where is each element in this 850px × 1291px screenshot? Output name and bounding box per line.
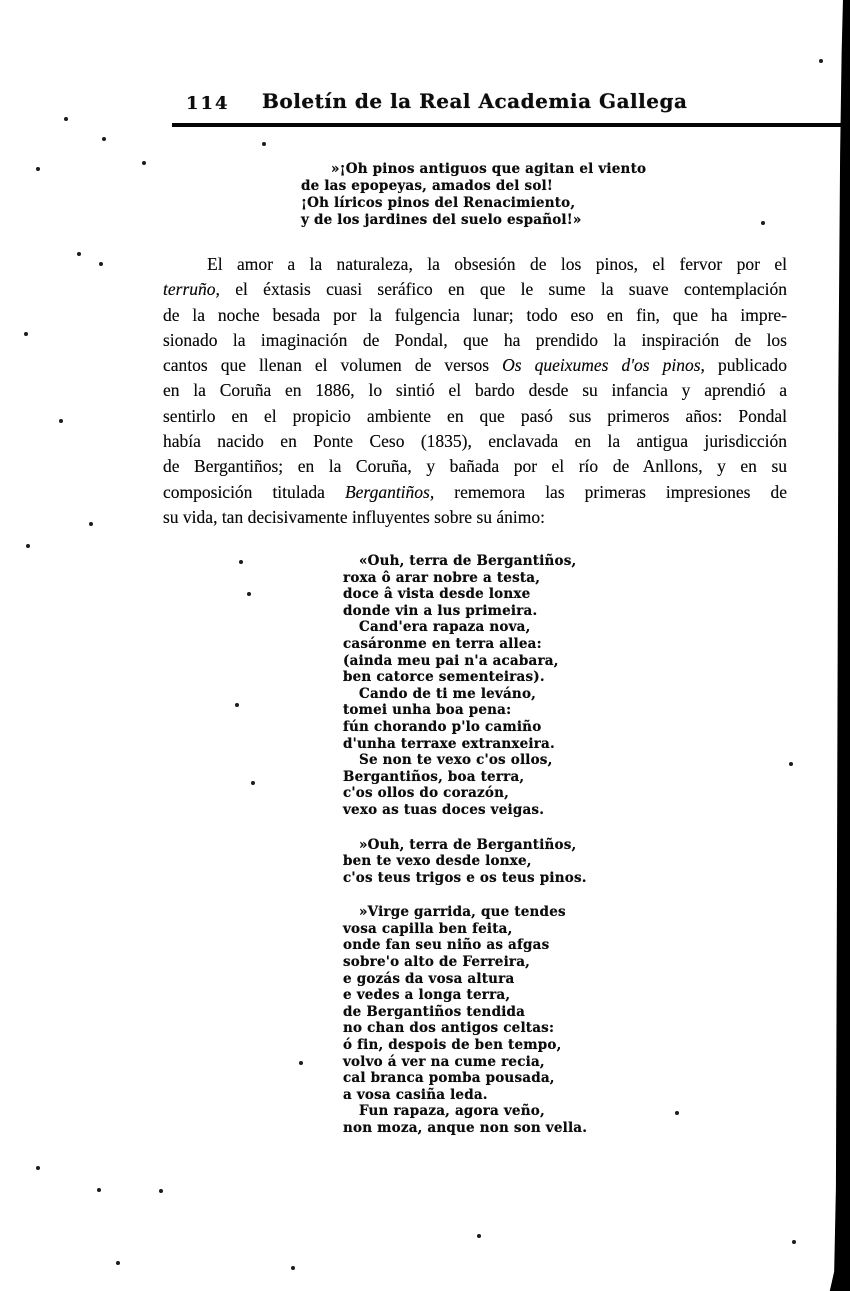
poem-line: a vosa casiña leda. [343, 1086, 488, 1103]
poem-line: Se non te vexo c'os ollos, [359, 752, 553, 769]
scan-noise-speckles [0, 0, 2, 2]
epigraph-poem [301, 161, 646, 229]
poem-line: no chan dos antigos celtas: [343, 1020, 555, 1037]
poem-line: c'os ollos do corazón, [343, 785, 510, 802]
page-number: 114 [186, 93, 230, 114]
poem-line: «Ouh, terra de Bergantiños, [359, 553, 577, 569]
body-text: de la noche besada por la fulgencia lunar; todo eso en fin, que ha impre- [163, 304, 787, 325]
poem-line: e gozás da vosa altura [343, 970, 515, 987]
italic-text: Os queixumes d'os pinos, [502, 355, 705, 376]
poem-line: y de los jardines del suelo español!» [301, 212, 582, 228]
poem-stanza [343, 837, 587, 887]
poem-line: donde vin a lus primeira. [343, 602, 538, 619]
poem-line: volvo á ver na cume recia, [343, 1053, 545, 1070]
body-text: rememora las primeras impresiones de [434, 481, 787, 502]
poem-line: »Virge garrida, que tendes [359, 904, 566, 921]
body-text: El amor a la naturaleza, la obsesión de los pinos, el fervor por el [207, 254, 787, 274]
poem-line: ¡Oh líricos pinos del Renacimiento, [301, 195, 576, 211]
paragraph-line [163, 454, 787, 479]
poem-line: casáronme en terra allea: [343, 635, 542, 652]
poem-line: Bergantiños, boa terra, [343, 768, 525, 785]
paragraph-line [163, 277, 787, 302]
journal-title: Boletín de la Real Academia Gallega [262, 89, 688, 113]
poem-line: ben te vexo desde lonxe, [343, 853, 532, 870]
poem-line: roxa ô arar nobre a testa, [343, 569, 541, 586]
poem-line: doce â vista desde lonxe [343, 586, 531, 603]
poem-line: Cand'era rapaza nova, [359, 619, 531, 636]
poem-line: Cando de ti me leváno, [359, 685, 537, 702]
poem-line: tomei unha boa pena: [343, 702, 512, 719]
paragraph-line [163, 480, 787, 505]
paragraph-line [163, 404, 787, 429]
poem-line: (ainda meu pai n'a acabara, [343, 652, 559, 669]
poem-line: e vedes a longa terra, [343, 987, 511, 1004]
poem-line: cal branca pomba pousada, [343, 1070, 555, 1087]
poem-line: »¡Oh pinos antiguos que agitan el viento [331, 161, 647, 177]
paragraph-line [163, 328, 787, 353]
poem-line: vexo as tuas doces veigas. [343, 801, 545, 818]
poem-line: de Bergantiños tendida [343, 1003, 526, 1020]
poem-line: »Ouh, terra de Bergantiños, [359, 836, 577, 853]
poem-line: non moza, anque non son vella. [343, 1120, 588, 1136]
bergantinos-poem [343, 553, 587, 1137]
poem-line: d'unha terraxe extranxeira. [343, 735, 555, 752]
italic-text: Bergantiños, [344, 481, 435, 502]
poem-line: ben catorce sementeiras). [343, 669, 545, 686]
scan-edge-artifact [828, 0, 850, 1291]
body-text: de Bergantiños; en la Coruña, y bañada por el río de Anllons, y en su [163, 456, 787, 477]
poem-line: c'os teus trigos e os teus pinos. [343, 869, 587, 886]
italic-text: terruño, [163, 279, 220, 300]
poem-line: vosa capilla ben feita, [343, 920, 513, 937]
poem-stanza [343, 904, 587, 1136]
poem-line: fún chorando p'lo camiño [343, 718, 542, 735]
main-paragraph [163, 252, 787, 530]
header-rule [172, 123, 848, 127]
paragraph-line [163, 429, 787, 454]
paragraph-line [163, 303, 787, 328]
poem-line: de las epopeyas, amados del sol! [301, 178, 553, 194]
paragraph-line [163, 353, 787, 378]
body-text: composición titulada [163, 481, 345, 502]
body-text: sentirlo en el propicio ambiente en que pasó sus primeros años: Pondal [163, 405, 787, 426]
body-text: publicado [704, 355, 787, 376]
body-text: había nacido en Ponte Ceso (1835), enclavada en la antigua jurisdicción [163, 431, 787, 452]
paragraph-line [163, 505, 787, 530]
poem-line: onde fan seu niño as afgas [343, 937, 550, 954]
paragraph-line [163, 378, 787, 403]
paragraph-line [163, 252, 787, 277]
body-text: su vida, tan decisivamente influyentes sobre su ánimo: [163, 506, 545, 527]
body-text: en la Coruña en 1886, lo sintió el bardo desde su infancia y aprendió a [163, 380, 787, 401]
body-text: sionado la imaginación de Pondal, que ha prendido la inspiración de los [163, 329, 787, 350]
poem-stanza [301, 161, 646, 229]
body-text: el éxtasis cuasi seráfico en que le sume la suave contemplación [219, 279, 787, 300]
body-text: cantos que llenan el volumen de versos [163, 355, 503, 376]
poem-line: Fun rapaza, agora veño, [359, 1103, 545, 1120]
poem-line: sobre'o alto de Ferreira, [343, 954, 531, 971]
poem-stanza [343, 553, 587, 819]
poem-line: ó fin, despois de ben tempo, [343, 1037, 562, 1054]
